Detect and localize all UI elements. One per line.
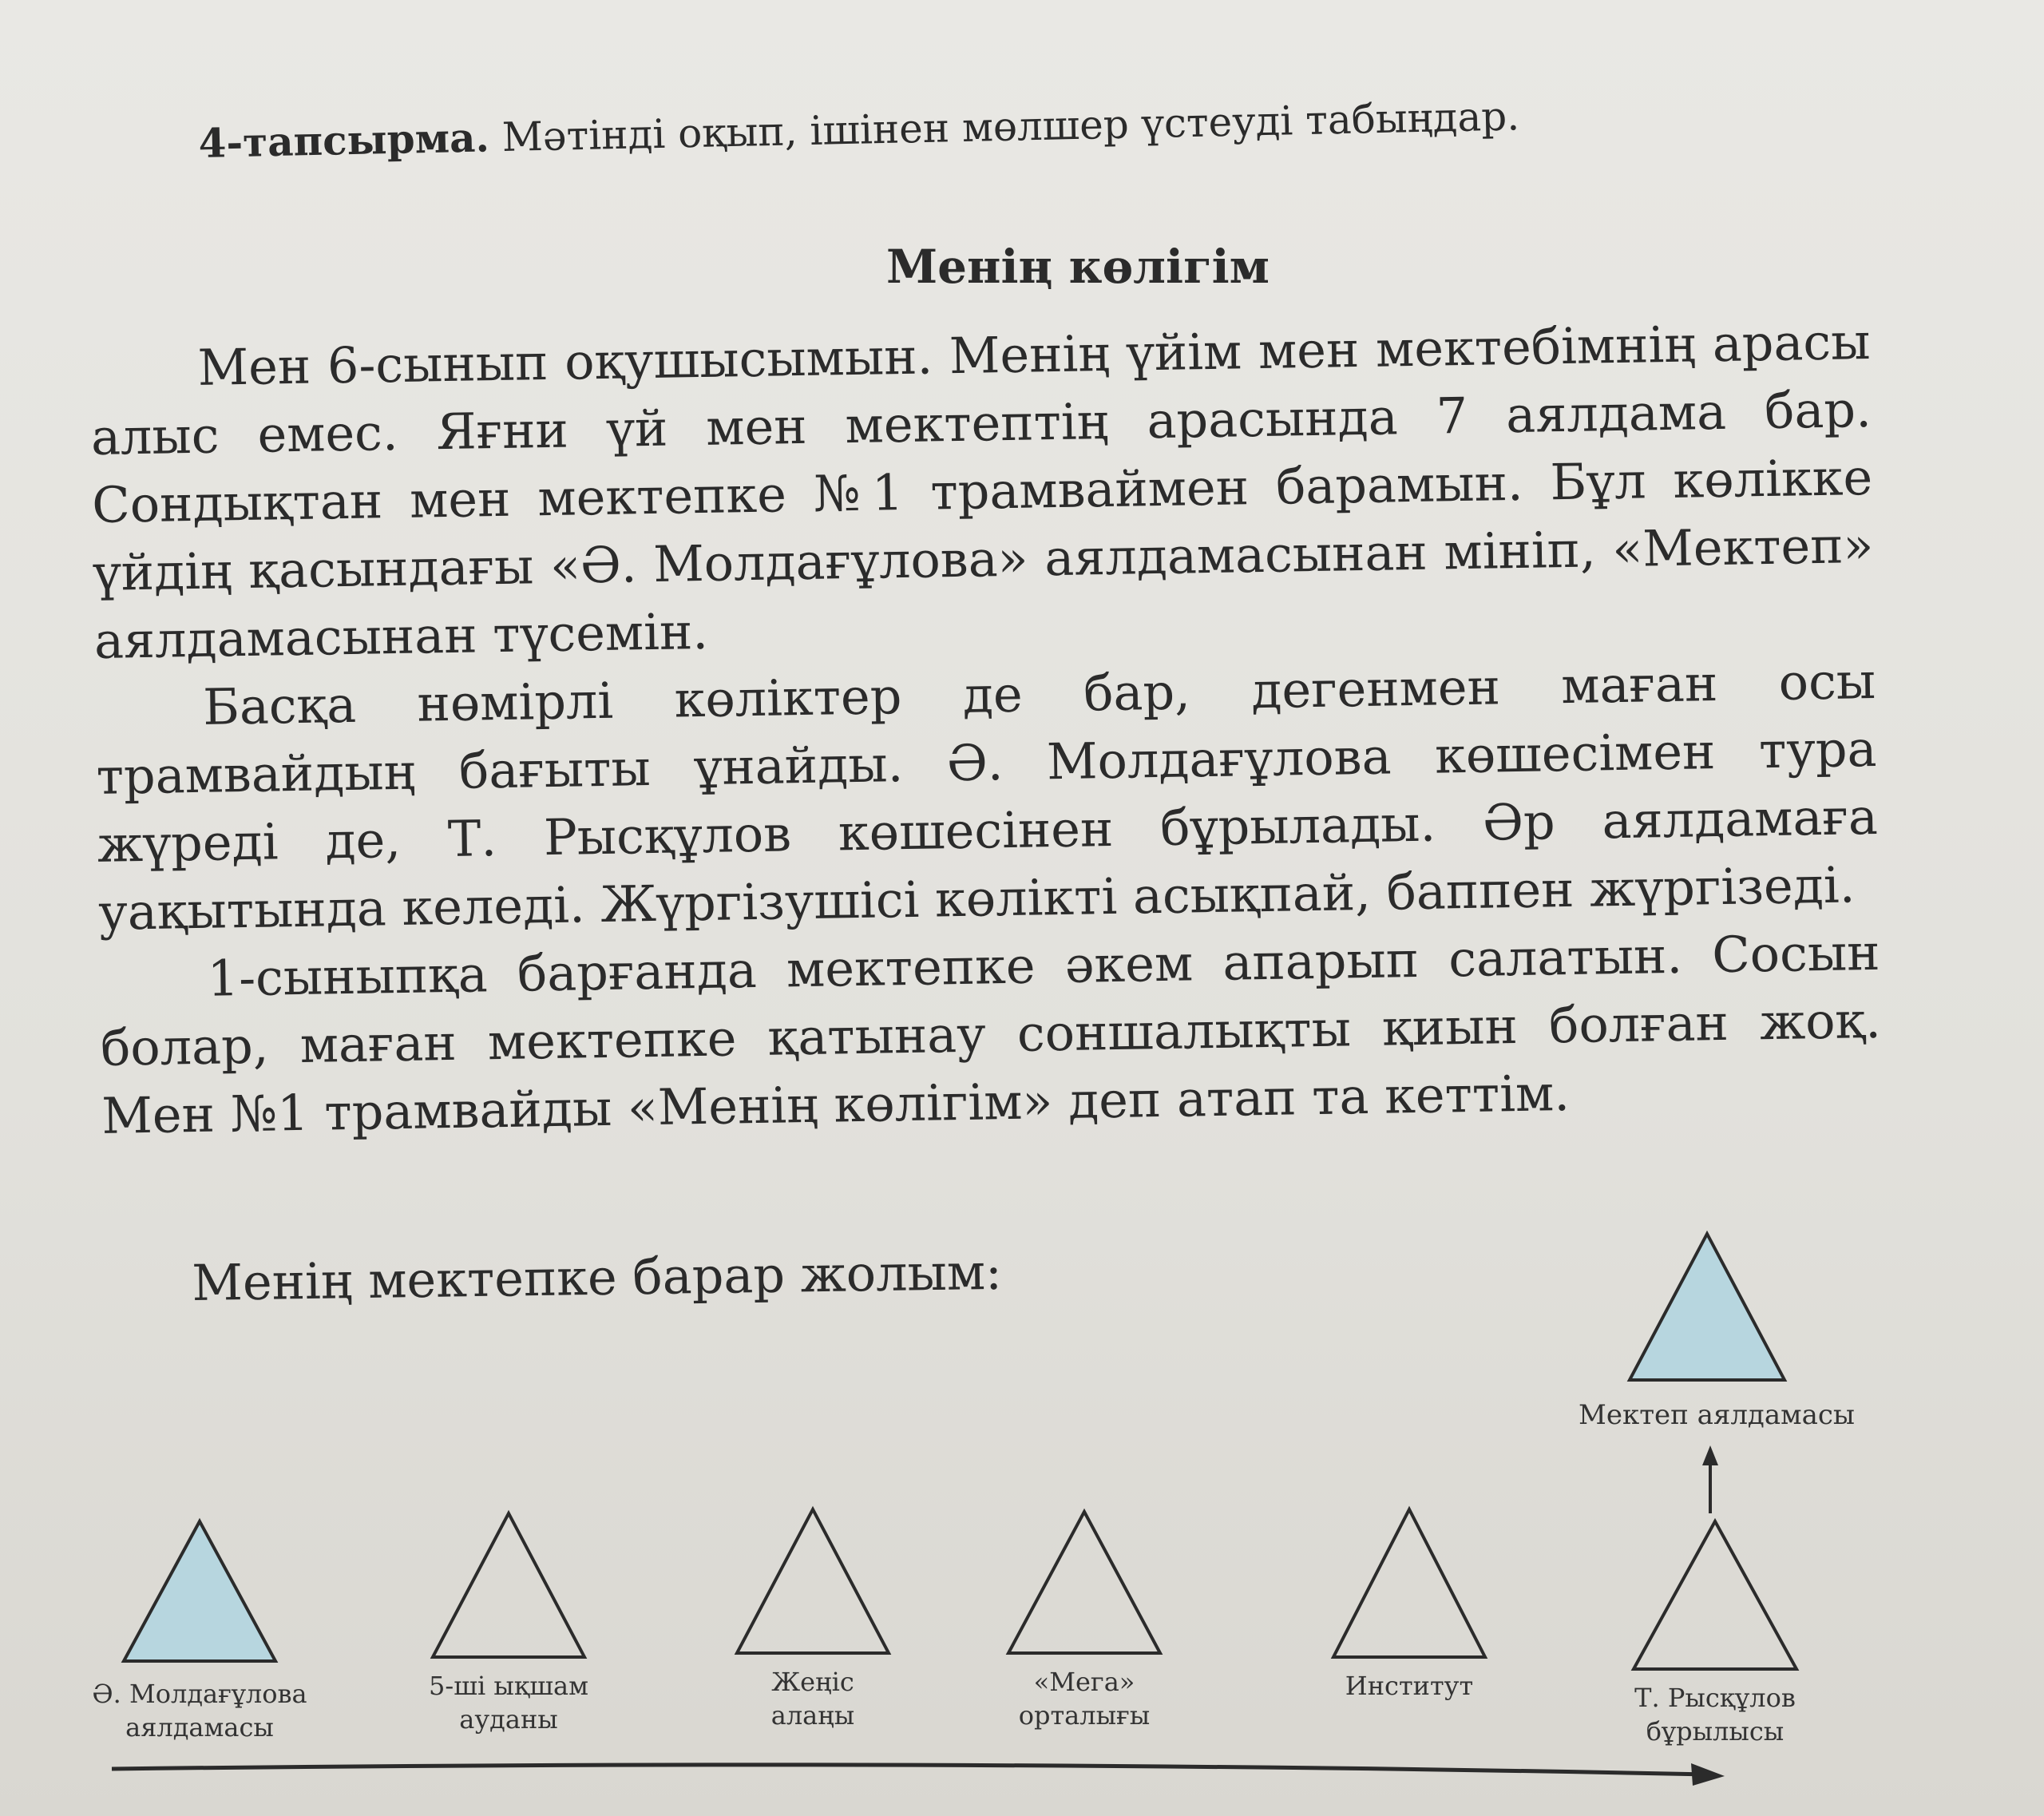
destination-label: Мектеп аялдамасы [1579,1399,1855,1431]
stop-label-line1: Жеңіс [771,1667,854,1697]
stop-label [1587,1681,1843,1748]
stop-label [72,1677,327,1744]
stop-triangle [1634,1521,1796,1669]
stop-label-line2: алаңы [770,1700,855,1731]
text-title: Менің көлігім [885,240,1270,294]
task-instruction: Мәтінді оқып, ішінен мөлшер үстеуді табыңдар. [501,93,1520,161]
stop-label [1281,1669,1537,1703]
up-arrow-head [1702,1445,1718,1465]
route-stops [124,1234,1796,1669]
stop-label [381,1669,636,1736]
direction-arrow-head [1691,1763,1725,1786]
stop-label-line1: Институт [1345,1671,1474,1701]
stop-label-line2: ауданы [459,1704,558,1735]
stop-triangle [124,1521,275,1661]
stop-triangle [737,1509,889,1653]
stop-label-line1: Т. Рысқұлов [1634,1683,1796,1713]
stop-label-line1: «Мега» [1033,1667,1135,1697]
stop-label-line2: бұрылысы [1646,1716,1785,1747]
stop-triangle [1008,1512,1160,1653]
direction-arrow-line [112,1765,1709,1774]
stop-label-line2: аялдамасы [125,1712,274,1743]
stop-label [685,1665,941,1732]
route-title: Менің мектепке барар жолым: [192,1242,1003,1312]
stop-triangle [433,1513,584,1657]
paragraph-1: Мен 6-сынып оқушысымын. Менің үйім мен мектебімнің арасы алыс емес. Яғни үй мен мектептің арасында 7 аялдама бар. Сондықтан мен мектепке №1 трамваймен барамын. Бұл көлікке үйдің қасындағы «Ә. Молдағұлова» аялдамасынан мініп, «Мектеп» аялдамасынан түсемін. [90,311,1874,670]
destination-triangle [1630,1234,1785,1380]
stop-label [957,1665,1212,1732]
paragraph-3: 1-сыныпқа барғанда мектепке әкем апарып салатын. Сосын болар, маған мектепке қатынау соншалықты қиын болған жоқ. Мен №1 трамвайды «Менің көлігім» деп атап та кеттім. [100,922,1882,1145]
stop-label-line2: орталығы [1018,1700,1151,1731]
task-number: 4-тапсырма. [198,113,490,167]
stop-triangle [1333,1509,1485,1657]
stop-label-line1: 5-ші ықшам [429,1671,588,1701]
paragraph-2: Басқа нөмірлі көліктер де бар, дегенмен маған осы трамвайдың бағыты ұнайды. Ә. Молдағұлова көшесімен тура жүреді де, Т. Рысқұлов көшесінен бұрылады. Әр аялдамаға уақытында келеді. Жүргізушісі көлікті асықпай, баппен жүргізеді. [96,651,1879,942]
stop-label-line1: Ә. Молдағұлова [92,1679,307,1709]
